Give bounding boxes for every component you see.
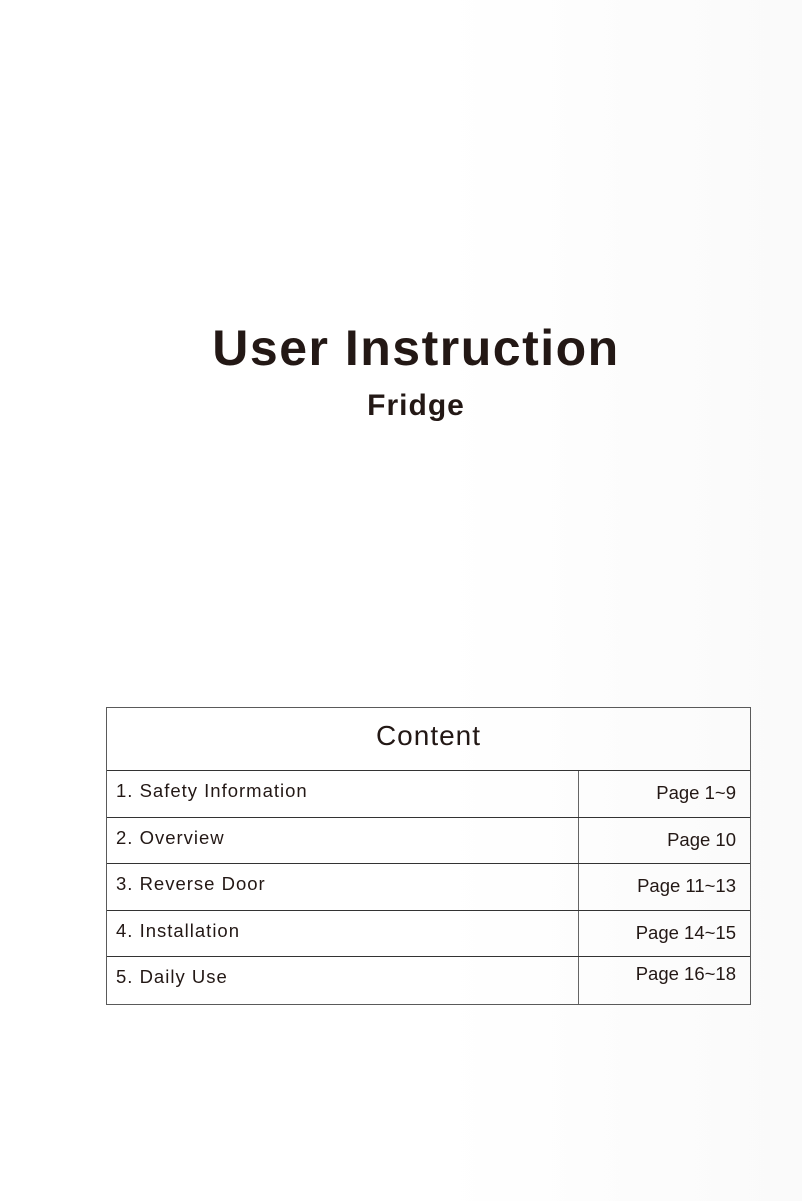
table-of-contents <box>106 707 751 1005</box>
toc-row-installation[interactable] <box>107 911 750 958</box>
toc-section-title: 5. Daily Use <box>107 957 579 1004</box>
toc-page-range: Page 10 <box>667 828 736 850</box>
toc-page-range: Page 1~9 <box>656 782 736 803</box>
toc-row-daily-use[interactable] <box>107 957 750 1004</box>
toc-page-range: Page 14~15 <box>635 921 736 943</box>
toc-section-title: 1. Safety Information <box>107 771 579 817</box>
toc-section-title: 4. Installation <box>107 911 579 957</box>
document-title: User Instruction <box>212 320 620 376</box>
toc-page-range: Page 16~18 <box>635 963 736 984</box>
toc-heading: Content <box>107 708 750 771</box>
document-subtitle: Fridge <box>367 389 465 422</box>
toc-section-title: 3. Reverse Door <box>107 864 579 910</box>
toc-section-title: 2. Overview <box>107 818 579 864</box>
toc-row-safety-information[interactable] <box>107 771 750 818</box>
toc-row-reverse-door[interactable] <box>107 864 750 911</box>
toc-row-overview[interactable] <box>107 818 750 865</box>
toc-page-range: Page 11~13 <box>637 875 736 896</box>
